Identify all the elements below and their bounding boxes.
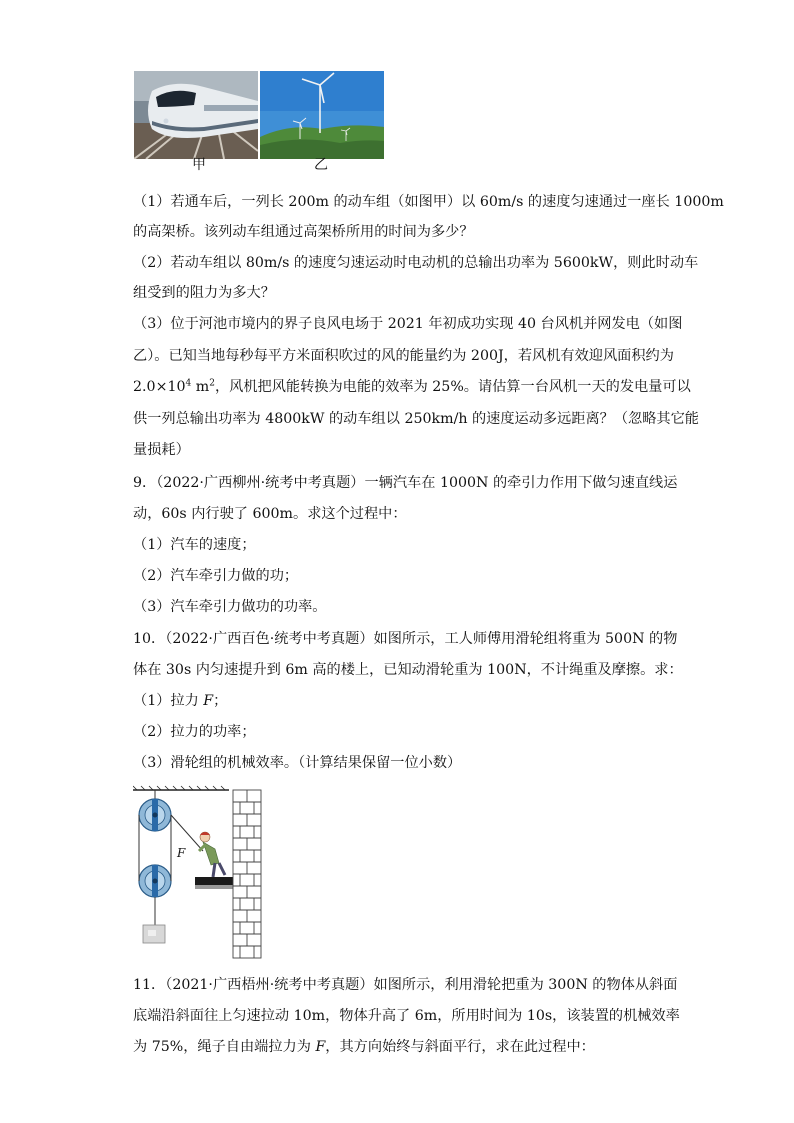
q10-sub2: （2）拉力的功率；	[133, 724, 256, 740]
force-label: F	[177, 846, 186, 860]
q9-stem-line2: 动，60s 内行驶了 600m。求这个过程中：	[133, 506, 407, 522]
pulley-system-figure	[133, 785, 265, 960]
q11-stem-line2: 底端沿斜面往上匀速拉动 10m，物体升高了 6m，所用时间为 10s，该装置的机械效率	[133, 1008, 680, 1024]
q8-part3-line3: $2.0\times 10^4$ $m^2$，风机把风能转换为电能的效率为 25%。请估算一台风机一天的发电量可以	[133, 378, 691, 395]
q8-part3-line4: 供一列总输出功率为 4800kW 的动车组以 250km/h 的速度运动多远距离？（忽略其它能	[133, 411, 699, 427]
q9-sub2: （2）汽车牵引力做的功；	[133, 568, 299, 584]
q9-stem-line1: 9．（2022·广西柳州·统考中考真题）一辆汽车在 1000N 的牵引力作用下做匀速直线运	[133, 475, 678, 491]
train-photo	[134, 71, 258, 159]
q8-part3-line2: 乙）。已知当地每秒每平方米面积吹过的风的能量约为 200J，若风机有效迎风面积约为	[133, 348, 674, 364]
q11-stem-line3: 为 75%，绳子自由端拉力为 F，其方向始终与斜面平行，求在此过程中：	[133, 1039, 595, 1055]
q8-part3-line1: （3）位于河池市境内的界子良风电场于 2021 年初成功实现 40 台风机并网发电（如图	[133, 316, 683, 332]
q10-sub3: （3）滑轮组的机械效率。（计算结果保留一位小数）	[133, 755, 462, 771]
q8-part1-line2: 的高架桥。该列动车组通过高架桥所用的时间为多少？	[133, 224, 474, 240]
q10-stem-line2: 体在 30s 内匀速提升到 6m 高的楼上，已知动滑轮重为 100N，不计绳重及摩擦。求：	[133, 662, 683, 678]
q10-stem-line1: 10．（2022·广西百色·统考中考真题）如图所示，工人师傅用滑轮组将重为 500N 的物	[133, 631, 678, 647]
q8-part1-line1: （1）若通车后，一列长 200m 的动车组（如图甲）以 60m/s 的速度匀速通过一座长 1000m	[133, 194, 724, 210]
q8-part3-line5: 量损耗）	[133, 442, 190, 458]
wind-turbine-photo	[260, 71, 384, 159]
caption-right: 乙	[314, 157, 328, 173]
q9-sub1: （1）汽车的速度；	[133, 537, 256, 553]
caption-left: 甲	[192, 157, 206, 173]
q9-sub3: （3）汽车牵引力做功的功率。	[133, 599, 327, 615]
q10-sub1: （1）拉力 F；	[133, 693, 228, 709]
q8-part2-line2: 组受到的阻力为多大？	[133, 285, 275, 301]
q8-part2-line1: （2）若动车组以 80m/s 的速度匀速运动时电动机的总输出功率为 5600kW，则此时动车	[133, 255, 699, 271]
q11-stem-line1: 11．（2021·广西梧州·统考中考真题）如图所示，利用滑轮把重为 300N 的物体从斜面	[133, 977, 678, 993]
